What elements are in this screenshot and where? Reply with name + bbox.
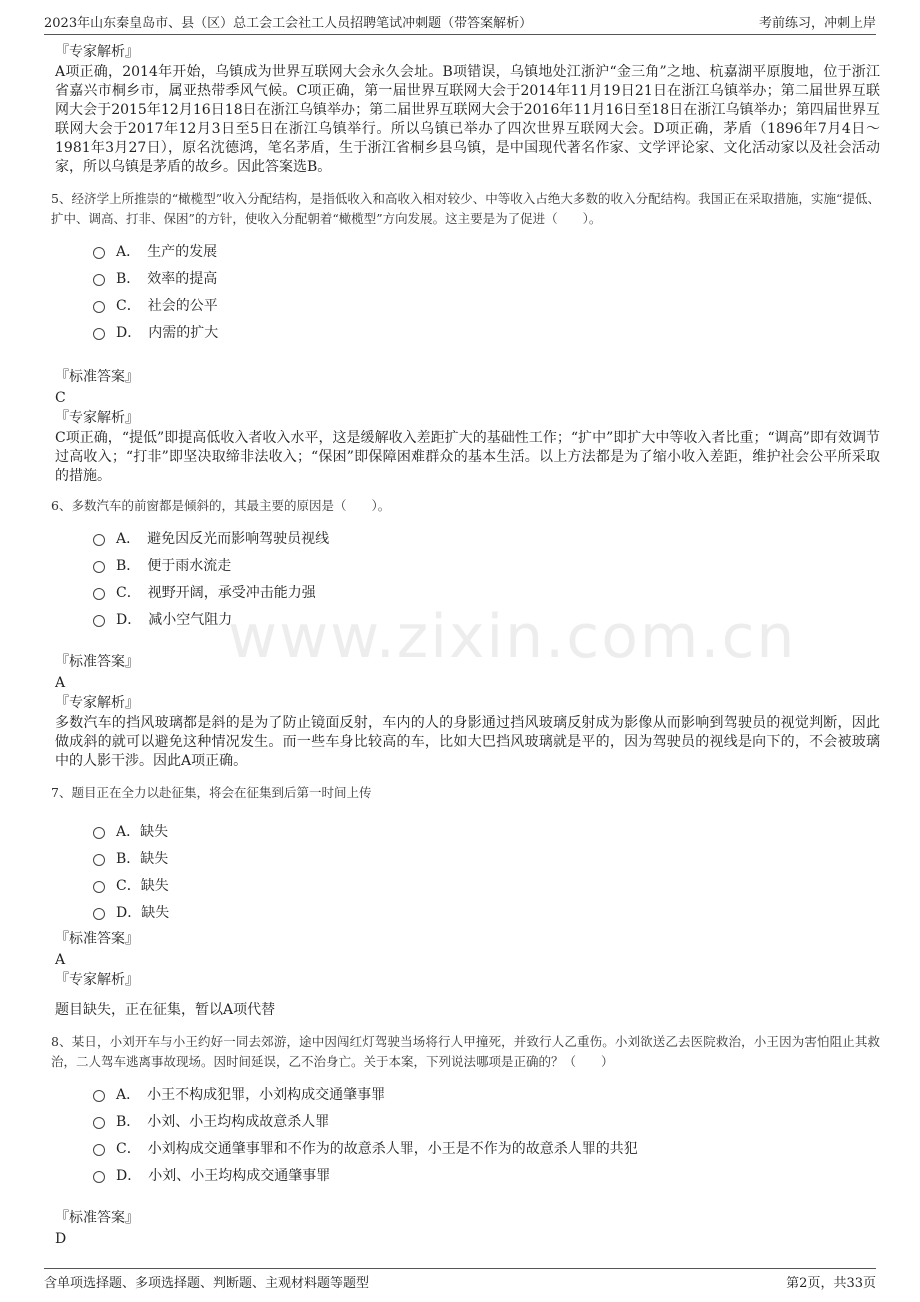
option-label: C． 社会的公平 bbox=[116, 297, 218, 314]
q8-answer: D bbox=[55, 1231, 67, 1247]
option-label: A． 小王不构成犯罪，小刘构成交通肇事罪 bbox=[116, 1086, 386, 1103]
q6-answer: A bbox=[55, 675, 66, 691]
answer-label: 『标准答案』 bbox=[55, 931, 139, 947]
q6-options bbox=[93, 524, 880, 632]
radio-icon[interactable] bbox=[93, 615, 105, 627]
question-types: 含单项选择题、多项选择题、判断题、主观材料题等题型 bbox=[44, 1276, 370, 1291]
radio-icon[interactable] bbox=[93, 274, 105, 286]
radio-icon[interactable] bbox=[93, 534, 105, 546]
radio-icon[interactable] bbox=[93, 1090, 105, 1102]
page-content bbox=[51, 42, 880, 1249]
q5-question: 5、经济学上所推崇的“橄榄型”收入分配结构，是指低收入和高收入相对较少、中等收入占绝大多数的收入分配结构。我国正在采取措施，实施“提低、扩中、调高、打非、保困”的方针，使收入分配朝着“橄榄型”方向发展。这主要是为了促进（ ）。 bbox=[51, 191, 880, 226]
page-header bbox=[44, 9, 876, 35]
q4-analysis: A项正确，2014年开始，乌镇成为世界互联网大会永久会址。B项错误，乌镇地处江浙沪“金三角”之地、杭嘉湖平原腹地，位于浙江省嘉兴市桐乡市，属亚热带季风气候。C项正确，第一届世界互联网大会于2014年11月19日21日在浙江乌镇举办；第二届世界互联网大会于2015年12月16日18日在浙江乌镇举办；第二届世界互联网大会于2016年11月16日至18日在浙江乌镇举办；第四届世界互联网大会于2017年12月3日至5日在浙江乌镇举行。所以乌镇已举办了四次世界互联网大会。D项正确，茅盾（1896年7月4日～1981年3月27日），原名沈德鸿，笔名茅盾，生于浙江省桐乡县乌镇，是中国现代著名作家、文学评论家、文化活动家以及社会活动家，所以乌镇是茅盾的故乡。因此答案选B。 bbox=[55, 64, 880, 175]
q5-option-d[interactable] bbox=[93, 318, 880, 345]
radio-icon[interactable] bbox=[93, 881, 105, 893]
option-label: B．缺失 bbox=[116, 850, 169, 867]
option-label: C． 视野开阔，承受冲击能力强 bbox=[116, 584, 316, 601]
q8-option-c[interactable] bbox=[93, 1134, 880, 1161]
q8-option-b[interactable] bbox=[93, 1107, 880, 1134]
q7-option-d[interactable] bbox=[93, 898, 880, 925]
q6-option-c[interactable] bbox=[93, 578, 880, 605]
page-footer bbox=[44, 1268, 876, 1291]
page-number: 第2页，共33页 bbox=[786, 1276, 876, 1291]
answer-label: 『标准答案』 bbox=[55, 654, 139, 670]
radio-icon[interactable] bbox=[93, 854, 105, 866]
radio-icon[interactable] bbox=[93, 588, 105, 600]
option-label: B． 效率的提高 bbox=[116, 270, 218, 287]
q8-options bbox=[93, 1080, 880, 1188]
analysis-label: 『专家解析』 bbox=[55, 972, 139, 988]
radio-icon[interactable] bbox=[93, 908, 105, 920]
q7-options bbox=[93, 817, 880, 925]
radio-icon[interactable] bbox=[93, 561, 105, 573]
q7-option-a[interactable] bbox=[93, 817, 880, 844]
radio-icon[interactable] bbox=[93, 328, 105, 340]
radio-icon[interactable] bbox=[93, 827, 105, 839]
q6-option-d[interactable] bbox=[93, 605, 880, 632]
option-label: D．缺失 bbox=[116, 904, 170, 921]
analysis-label: 『专家解析』 bbox=[55, 695, 139, 711]
radio-icon[interactable] bbox=[93, 247, 105, 259]
q5-options bbox=[93, 237, 880, 345]
option-label: D． 减小空气阻力 bbox=[116, 611, 233, 628]
radio-icon[interactable] bbox=[93, 301, 105, 313]
option-label: B． 小刘、小王均构成故意杀人罪 bbox=[116, 1113, 330, 1130]
answer-label: 『标准答案』 bbox=[55, 369, 139, 385]
q6-question: 6、多数汽车的前窗都是倾斜的，其最主要的原因是（ ）。 bbox=[51, 498, 391, 513]
q7-option-b[interactable] bbox=[93, 844, 880, 871]
q8-question: 8、某日，小刘开车与小王约好一同去郊游，途中因闯红灯驾驶当场将行人甲撞死，并致行人乙重伤。小刘欲送乙去医院救治，小王因为害怕阻止其救治，二人驾车逃离事故现场。因时间延误，乙不治身亡。关于本案，下列说法哪项是正确的？（ ） bbox=[51, 1034, 880, 1069]
radio-icon[interactable] bbox=[93, 1117, 105, 1129]
document-title: 2023年山东秦皇岛市、县（区）总工会工会社工人员招聘笔试冲刺题（带答案解析） bbox=[44, 16, 533, 31]
q6-option-b[interactable] bbox=[93, 551, 880, 578]
q7-answer: A bbox=[55, 952, 66, 968]
q8-option-a[interactable] bbox=[93, 1080, 880, 1107]
q7-option-c[interactable] bbox=[93, 871, 880, 898]
option-label: C． 小刘构成交通肇事罪和不作为的故意杀人罪，小王是不作为的故意杀人罪的共犯 bbox=[116, 1140, 638, 1157]
q6-analysis: 多数汽车的挡风玻璃都是斜的是为了防止镜面反射，车内的人的身影通过挡风玻璃反射成为影像从而影响到驾驶员的视觉判断，因此做成斜的就可以避免这种情况发生。而一些车身比较高的车，比如大巴挡风玻璃就是平的，因为驾驶员的视线是向下的，不会被玻璃中的人影干涉。因此A项正确。 bbox=[55, 715, 880, 769]
option-label: C．缺失 bbox=[116, 877, 169, 894]
q6-option-a[interactable] bbox=[93, 524, 880, 551]
q5-option-b[interactable] bbox=[93, 264, 880, 291]
q5-answer: C bbox=[55, 390, 66, 406]
analysis-label: 『专家解析』 bbox=[55, 410, 139, 426]
option-label: A．缺失 bbox=[116, 823, 169, 840]
q8-option-d[interactable] bbox=[93, 1161, 880, 1188]
answer-label: 『标准答案』 bbox=[55, 1210, 139, 1226]
option-label: D． 内需的扩大 bbox=[116, 324, 219, 341]
option-label: B． 便于雨水流走 bbox=[116, 557, 232, 574]
radio-icon[interactable] bbox=[93, 1144, 105, 1156]
q5-option-a[interactable] bbox=[93, 237, 880, 264]
header-slogan: 考前练习，冲刺上岸 bbox=[758, 16, 876, 31]
q5-analysis: C项正确，“提低”即提高低收入者收入水平，这是缓解收入差距扩大的基础性工作；“扩中”即扩大中等收入者比重；“调高”即有效调节过高收入；“打非”即坚决取缔非法收入；“保困”即保障困难群众的基本生活。以上方法都是为了缩小收入差距，维护社会公平所采取的措施。 bbox=[55, 430, 880, 484]
option-label: A． 生产的发展 bbox=[116, 243, 218, 260]
q7-question: 7、题目正在全力以赴征集，将会在征集到后第一时间上传 bbox=[51, 785, 372, 800]
q5-option-c[interactable] bbox=[93, 291, 880, 318]
q7-analysis: 题目缺失，正在征集，暂以A项代替 bbox=[55, 1002, 276, 1018]
option-label: D． 小刘、小王均构成交通肇事罪 bbox=[116, 1167, 331, 1184]
watermark: www.zixin.com.cn bbox=[228, 602, 797, 672]
radio-icon[interactable] bbox=[93, 1171, 105, 1183]
option-label: A． 避免因反光而影响驾驶员视线 bbox=[116, 530, 330, 547]
analysis-label: 『专家解析』 bbox=[55, 44, 139, 60]
